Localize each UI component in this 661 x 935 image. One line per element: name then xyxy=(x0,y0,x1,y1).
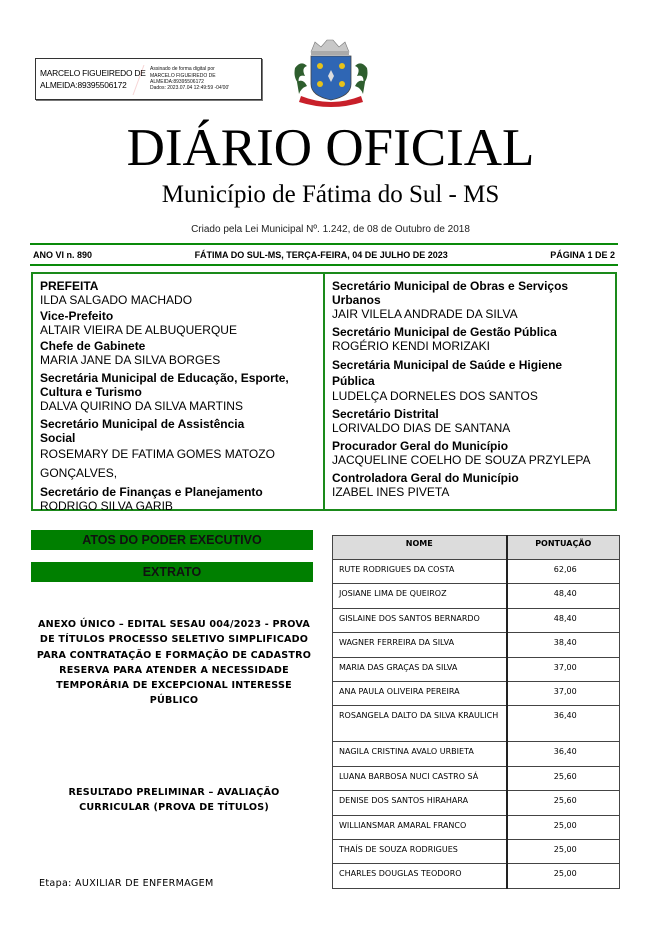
official-role: Secretário Municipal de Obras e Serviços Urbanos xyxy=(332,279,569,307)
official-role: Chefe de Gabinete xyxy=(40,339,146,353)
candidate-name: NAGILA CRISTINA AVALO URBIETA xyxy=(333,742,507,766)
column-header-name: NOME xyxy=(333,536,507,560)
official-name: RODRIGO SILVA GARIB xyxy=(40,499,173,513)
candidate-score: 48,40 xyxy=(507,608,620,632)
dateline: FÁTIMA DO SUL-MS, TERÇA-FEIRA, 04 DE JULHO DE 2023 xyxy=(194,249,448,260)
official-name: JAIR VILELA ANDRADE DA SILVA xyxy=(332,307,518,321)
section-header-extrato: EXTRATO xyxy=(31,562,313,582)
official-name: LUDELÇA DORNELES DOS SANTOS xyxy=(332,389,538,403)
official-name: MARIA JANE DA SILVA BORGES xyxy=(40,353,221,367)
annex-heading: ANEXO ÚNICO – EDITAL SESAU 004/2023 - PROVA DE TÍTULOS PROCESSO SELETIVO SIMPLIFICADO PARA CONTRATAÇÃO E FORMAÇÃO DE CADASTRO RESERVA PARA ATENDER A NECESSIDADE TEMPORÁRIA DE EXCEPCIONAL INTERESSE PÚBLICO xyxy=(36,619,312,707)
candidate-score: 62,06 xyxy=(507,560,620,584)
section-header-atos: ATOS DO PODER EXECUTIVO xyxy=(31,530,313,550)
column-header-score: PONTUAÇÃO xyxy=(507,536,620,560)
official-name: ILDA SALGADO MACHADO xyxy=(40,293,193,307)
table-row xyxy=(333,706,620,742)
candidate-name: ROSANGELA DALTO DA SILVA KRAULICH xyxy=(333,706,507,742)
official-role: Secretária Municipal de Educação, Esporte, Cultura e Turismo xyxy=(40,371,289,399)
coat-of-arms-icon xyxy=(287,38,375,108)
candidate-score: 25,00 xyxy=(507,815,620,839)
candidate-name: RUTE RODRIGUES DA COSTA xyxy=(333,560,507,584)
table-row xyxy=(333,633,620,657)
page-indicator: PÁGINA 1 DE 2 xyxy=(550,249,615,260)
result-heading: RESULTADO PRELIMINAR – AVALIAÇÃO CURRICULAR (PROVA DE TÍTULOS) xyxy=(68,787,280,813)
table-row xyxy=(333,608,620,632)
official-role: Secretário de Finanças e Planejamento xyxy=(40,485,263,499)
table-row xyxy=(333,766,620,790)
table-row xyxy=(333,839,620,863)
candidate-name: THAÍS DE SOUZA RODRIGUES xyxy=(333,839,507,863)
official-role: Vice-Prefeito xyxy=(40,309,114,323)
candidate-score: 36,40 xyxy=(507,706,620,742)
official-role: Controladora Geral do Município xyxy=(332,471,519,485)
edition-number: ANO VI n. 890 xyxy=(33,249,93,260)
official-name: DALVA QUIRINO DA SILVA MARTINS xyxy=(40,399,243,413)
table-row xyxy=(333,742,620,766)
officials-column-left xyxy=(33,274,325,513)
official-role: Procurador Geral do Município xyxy=(332,439,509,453)
candidate-score: 25,00 xyxy=(507,839,620,863)
table-row xyxy=(333,815,620,839)
official-name: JACQUELINE COELHO DE SOUZA PRZYLEPA xyxy=(332,453,591,467)
candidate-name: JOSIANE LIMA DE QUEIROZ xyxy=(333,584,507,608)
digital-signature-box xyxy=(35,58,262,100)
results-table xyxy=(332,535,620,889)
edition-info-bar xyxy=(30,243,618,266)
official-role: Secretária Municipal de Saúde e Higiene Pública xyxy=(332,358,563,388)
candidate-name: WAGNER FERREIRA DA SILVA xyxy=(333,633,507,657)
candidate-score: 25,00 xyxy=(507,864,620,888)
candidate-name: GISLAINE DOS SANTOS BERNARDO xyxy=(333,608,507,632)
table-row xyxy=(333,681,620,705)
candidate-name: WILLIANSMAR AMARAL FRANCO xyxy=(333,815,507,839)
table-row xyxy=(333,657,620,681)
official-name: ALTAIR VIEIRA DE ALBUQUERQUE xyxy=(40,323,237,337)
official-name: IZABEL INES PIVETA xyxy=(332,485,450,499)
table-row xyxy=(333,864,620,888)
candidate-name: DENISE DOS SANTOS HIRAHARA xyxy=(333,791,507,815)
newspaper-title: DIÁRIO OFICIAL xyxy=(126,119,535,177)
signer-name: MARCELO FIGUEIREDO DE ALMEIDA:89395506172 xyxy=(40,68,146,90)
signature-detail-line: ALMEIDA:89395506172 xyxy=(150,79,204,85)
candidate-score: 38,40 xyxy=(507,633,620,657)
creation-law-note: Criado pela Lei Municipal Nº. 1.242, de 08 de Outubro de 2018 xyxy=(191,224,470,235)
candidate-name: ANA PAULA OLIVEIRA PEREIRA xyxy=(333,681,507,705)
stage-label: Etapa: AUXILIAR DE ENFERMAGEM xyxy=(39,878,214,889)
official-name: ROGÉRIO KENDI MORIZAKI xyxy=(332,339,491,353)
municipal-officials-box xyxy=(31,272,617,511)
signature-detail-line: Dados: 2023.07.04 12:49:59 -04'00' xyxy=(150,85,230,92)
candidate-score: 48,40 xyxy=(507,584,620,608)
candidate-score: 25,60 xyxy=(507,766,620,790)
candidate-name: CHARLES DOUGLAS TEODORO xyxy=(333,864,507,888)
table-header-row xyxy=(333,536,620,560)
candidate-name: MARIA DAS GRAÇAS DA SILVA xyxy=(333,657,507,681)
signature-detail-line: Assinado de forma digital por xyxy=(150,66,215,73)
candidate-name: LUANA BARBOSA NUCI CASTRO SÁ xyxy=(333,766,507,790)
table-row xyxy=(333,584,620,608)
official-name: LORIVALDO DIAS DE SANTANA xyxy=(332,421,511,435)
official-name: ROSEMARY DE FATIMA GOMES MATOZO GONÇALVES, xyxy=(40,447,275,480)
officials-column-right xyxy=(325,274,615,509)
candidate-score: 37,00 xyxy=(507,681,620,705)
official-role: Secretário Municipal de Gestão Pública xyxy=(332,325,557,339)
table-row xyxy=(333,560,620,584)
municipality-subtitle: Município de Fátima do Sul - MS xyxy=(161,181,500,208)
candidate-score: 25,60 xyxy=(507,791,620,815)
candidate-score: 36,40 xyxy=(507,742,620,766)
official-role: Secretário Municipal de Assistência Social xyxy=(40,417,245,445)
official-role: PREFEITA xyxy=(40,279,99,293)
signature-detail-line: MARCELO FIGUEIREDO DE xyxy=(150,72,216,79)
official-role: Secretário Distrital xyxy=(332,407,439,421)
candidate-score: 37,00 xyxy=(507,657,620,681)
table-row xyxy=(333,791,620,815)
